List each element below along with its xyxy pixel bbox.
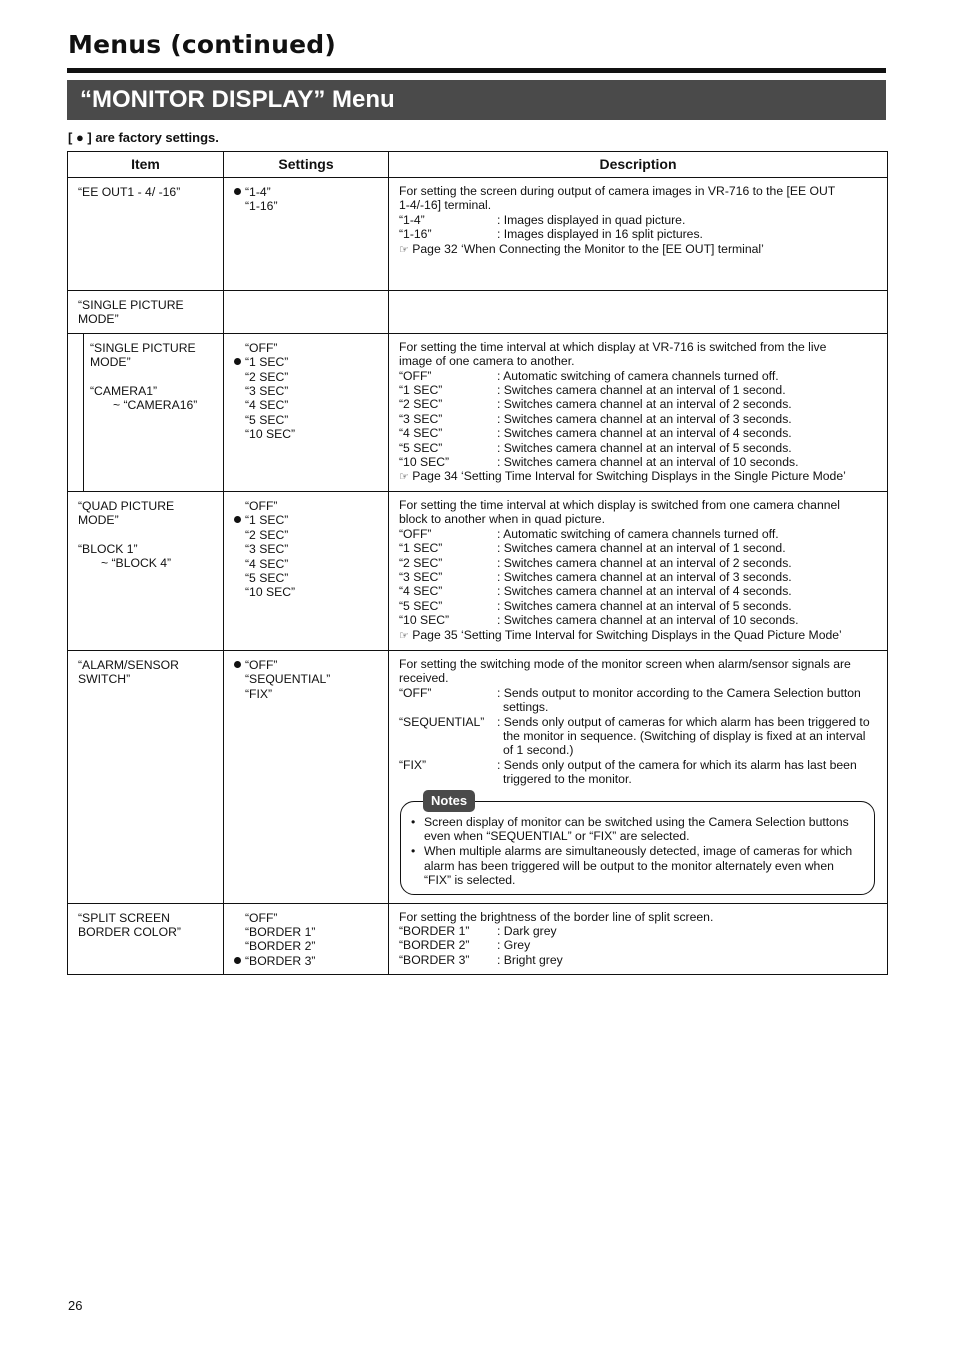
settings-cell <box>224 333 389 491</box>
item-label: ~ “BLOCK 4” <box>101 556 172 571</box>
option-key: “BORDER 1” <box>399 923 470 938</box>
setting-option <box>234 939 384 953</box>
option-key: “2 SEC” <box>399 555 443 570</box>
note-text: Screen display of monitor can be switched using the Camera Selection buttons even when “SEQUENTIAL” or “FIX” are selected. <box>424 814 849 843</box>
option-description <box>399 715 877 758</box>
settings-list <box>234 499 384 600</box>
settings-list <box>234 185 384 214</box>
option-key: “1 SEC” <box>399 383 443 398</box>
menu-table <box>67 151 888 975</box>
option-key: “OFF” <box>399 526 432 541</box>
option-description <box>399 227 877 241</box>
setting-option-label: “1 SEC” <box>245 355 289 370</box>
setting-option <box>234 341 384 355</box>
setting-option-label: “1-16” <box>245 199 278 214</box>
option-key: “1-16” <box>399 227 432 242</box>
item-label: MODE” <box>78 513 119 528</box>
table-row <box>68 650 888 903</box>
description-text <box>399 498 877 527</box>
description-text: For setting the brightness of the border line of split screen. <box>399 909 714 924</box>
note-item <box>411 815 862 844</box>
option-key: “3 SEC” <box>399 411 443 426</box>
settings-list <box>234 658 384 701</box>
option-key: “5 SEC” <box>399 440 443 455</box>
item-cell <box>68 903 224 975</box>
option-key: “10 SEC” <box>399 613 450 628</box>
notes-list <box>411 815 862 888</box>
item-label: “SINGLE PICTURE <box>78 298 184 312</box>
settings-list <box>234 341 384 442</box>
option-key: “3 SEC” <box>399 569 443 584</box>
description-text <box>399 184 877 213</box>
option-description <box>399 397 877 411</box>
header-rule <box>67 68 886 73</box>
setting-option-label: “2 SEC” <box>245 527 289 542</box>
item-label: “ALARM/SENSOR <box>78 657 179 672</box>
setting-option <box>234 355 384 369</box>
item-label: MODE” <box>90 355 131 370</box>
settings-cell <box>224 903 389 975</box>
setting-option-label: “BORDER 2” <box>245 939 316 954</box>
notes-label: Notes <box>423 790 475 812</box>
option-value: : Grey <box>497 938 531 953</box>
pointing-hand-icon: ☞ <box>399 628 409 642</box>
setting-option-label: “3 SEC” <box>245 542 289 557</box>
page-reference <box>399 469 877 484</box>
page-number: 26 <box>68 1298 83 1313</box>
page-reference-text: Page 34 ‘Setting Time Interval for Switching Displays in the Single Picture Mode’ <box>412 469 846 484</box>
description-pairs <box>399 686 877 787</box>
description-text <box>399 340 877 369</box>
setting-option-label: “OFF” <box>245 657 278 672</box>
item-label: ~ “CAMERA16” <box>113 398 198 413</box>
option-description <box>399 599 877 613</box>
settings-cell <box>224 491 389 650</box>
option-value: : Switches camera channel at an interval of 2 seconds. <box>497 397 792 412</box>
option-key: “SEQUENTIAL” <box>399 714 485 729</box>
setting-option-label: “5 SEC” <box>245 570 289 585</box>
option-key: “OFF” <box>399 368 432 383</box>
setting-option <box>234 672 384 686</box>
option-value: : Switches camera channel at an interval of 1 second. <box>497 383 786 398</box>
item-cell <box>68 491 224 650</box>
option-value: : Switches camera channel at an interval of 5 seconds. <box>497 440 792 455</box>
description-pairs <box>399 924 877 967</box>
option-key: “2 SEC” <box>399 397 443 412</box>
option-description <box>399 527 877 541</box>
setting-option-label: “OFF” <box>245 340 278 355</box>
setting-option-label: “1 SEC” <box>245 513 289 528</box>
setting-option <box>234 585 384 599</box>
setting-option <box>234 557 384 571</box>
option-description <box>399 686 877 715</box>
option-key: “BORDER 3” <box>399 952 470 967</box>
item-cell <box>68 178 224 291</box>
description-line: image of one camera to another. <box>399 354 575 369</box>
pointing-hand-icon: ☞ <box>399 242 409 256</box>
option-value: : Automatic switching of camera channels turned off. <box>497 368 779 383</box>
bullet-icon: • <box>411 844 416 859</box>
column-header-item: Item <box>68 152 224 178</box>
option-value: : Images displayed in quad picture. <box>497 212 686 227</box>
option-value: : Sends output to monitor according to the Camera Selection button settings. <box>497 685 861 715</box>
setting-option-label: “5 SEC” <box>245 412 289 427</box>
setting-option <box>234 911 384 925</box>
setting-option <box>234 185 384 199</box>
option-value: : Automatic switching of camera channels turned off. <box>497 526 779 541</box>
option-value: : Switches camera channel at an interval of 4 seconds. <box>497 426 792 441</box>
option-value: : Switches camera channel at an interval of 3 seconds. <box>497 569 792 584</box>
description-cell <box>389 291 888 334</box>
item-label: “SPLIT SCREEN <box>78 910 170 925</box>
description-pairs <box>399 213 877 242</box>
settings-cell <box>224 650 389 903</box>
option-key: “OFF” <box>399 685 432 700</box>
factory-settings-note: [ ● ] are factory settings. <box>68 130 219 145</box>
setting-option <box>234 658 384 672</box>
description-cell <box>389 491 888 650</box>
setting-option-label: “4 SEC” <box>245 398 289 413</box>
note-text: When multiple alarms are simultaneously detected, image of cameras for which alarm has been triggered will be output to the monitor alternately even when “FIX” is selected. <box>424 844 853 888</box>
setting-option-label: “BORDER 3” <box>245 953 316 968</box>
description-line: 1-4/-16] terminal. <box>399 198 492 213</box>
setting-option <box>234 687 384 701</box>
item-label: MODE” <box>78 312 119 327</box>
setting-option <box>234 370 384 384</box>
item-label: “EE OUT1 - 4/ -16” <box>78 185 181 199</box>
setting-option-label: “1-4” <box>245 185 271 199</box>
notes-box <box>400 792 875 895</box>
item-label: “CAMERA1” <box>90 383 158 398</box>
item-label: “QUAD PICTURE <box>78 498 175 513</box>
option-description <box>399 412 877 426</box>
table-row <box>68 903 888 975</box>
setting-option <box>234 571 384 585</box>
item-cell <box>68 291 224 334</box>
table-row <box>68 491 888 650</box>
item-cell <box>68 650 224 903</box>
option-key: “5 SEC” <box>399 598 443 613</box>
page-reference-text: Page 35 ‘Setting Time Interval for Switching Displays in the Quad Picture Mode’ <box>412 627 842 642</box>
setting-option-label: “OFF” <box>245 910 278 925</box>
item-cell <box>68 333 224 491</box>
item-label: SWITCH” <box>78 672 131 687</box>
item-label: “SINGLE PICTURE <box>90 340 196 355</box>
description-cell <box>389 178 888 291</box>
description-line: For setting the switching mode of the monitor screen when alarm/sensor signals are <box>399 656 851 671</box>
setting-option-label: “2 SEC” <box>245 369 289 384</box>
option-description <box>399 758 877 787</box>
option-description <box>399 441 877 455</box>
option-value: : Switches camera channel at an interval of 5 seconds. <box>497 598 792 613</box>
description-line: For setting the time interval at which display at VR-716 is switched from the live <box>399 339 827 354</box>
setting-option-label: “4 SEC” <box>245 556 289 571</box>
page-header: Menus (continued) <box>68 30 337 59</box>
description-line: For setting the screen during output of camera images in VR-716 to the [EE OUT <box>399 184 836 198</box>
item-label: BORDER COLOR” <box>78 924 181 939</box>
option-value: : Switches camera channel at an interval of 10 seconds. <box>497 613 799 628</box>
setting-option-label: “SEQUENTIAL” <box>245 672 331 687</box>
page-reference <box>399 242 877 257</box>
setting-option <box>234 427 384 441</box>
option-value: : Sends only output of the camera for which its alarm has last been triggered to the monitor. <box>497 757 857 787</box>
setting-option-label: “3 SEC” <box>245 384 289 399</box>
option-value: : Switches camera channel at an interval of 1 second. <box>497 541 786 556</box>
option-key: “4 SEC” <box>399 426 443 441</box>
setting-option <box>234 199 384 213</box>
setting-option <box>234 925 384 939</box>
description-cell <box>389 903 888 975</box>
setting-option <box>234 499 384 513</box>
option-description <box>399 924 877 938</box>
setting-option-label: “OFF” <box>245 498 278 513</box>
option-value: : Sends only output of cameras for which alarm has been triggered to the monitor in sequence. (Switching of display is fixed at an interval of 1 second.) <box>497 714 870 758</box>
page-reference <box>399 628 877 643</box>
option-description <box>399 213 877 227</box>
setting-option <box>234 513 384 527</box>
item-label: “BLOCK 1” <box>78 541 138 556</box>
table-row <box>68 333 888 491</box>
indent-line <box>83 334 84 491</box>
setting-option-label: “10 SEC” <box>245 585 296 600</box>
option-description <box>399 383 877 397</box>
factory-default-bullet-icon <box>234 661 241 668</box>
settings-cell <box>224 291 389 334</box>
option-description <box>399 570 877 584</box>
factory-default-bullet-icon <box>234 358 241 365</box>
option-value: : Switches camera channel at an interval of 2 seconds. <box>497 555 792 570</box>
setting-option-label: “BORDER 1” <box>245 924 316 939</box>
setting-option <box>234 542 384 556</box>
settings-cell <box>224 178 389 291</box>
description-line: received. <box>399 671 449 686</box>
factory-default-bullet-icon <box>234 957 241 964</box>
description-cell <box>389 333 888 491</box>
option-value: : Dark grey <box>497 923 557 938</box>
description-pairs <box>399 369 877 470</box>
option-key: “10 SEC” <box>399 455 450 470</box>
setting-option <box>234 398 384 412</box>
table-header-row <box>68 152 888 178</box>
factory-default-bullet-icon <box>234 188 241 195</box>
column-header-settings: Settings <box>224 152 389 178</box>
option-description <box>399 938 877 952</box>
option-description <box>399 953 877 967</box>
table-row <box>68 178 888 291</box>
option-value: : Switches camera channel at an interval of 3 seconds. <box>497 411 792 426</box>
option-description <box>399 556 877 570</box>
column-header-description: Description <box>389 152 888 178</box>
option-value: : Bright grey <box>497 952 563 967</box>
option-key: “1 SEC” <box>399 541 443 556</box>
settings-list <box>234 911 384 969</box>
description-pairs <box>399 527 877 628</box>
option-value: : Switches camera channel at an interval of 4 seconds. <box>497 584 792 599</box>
setting-option <box>234 413 384 427</box>
setting-option-label: “10 SEC” <box>245 427 296 442</box>
option-value: : Images displayed in 16 split pictures. <box>497 227 703 242</box>
option-description <box>399 426 877 440</box>
option-description <box>399 613 877 627</box>
note-item <box>411 844 862 887</box>
description-line: For setting the time interval at which display is switched from one camera channel <box>399 497 840 512</box>
option-description <box>399 541 877 555</box>
option-value: : Switches camera channel at an interval of 10 seconds. <box>497 455 799 470</box>
setting-option <box>234 954 384 968</box>
description-line: block to another when in quad picture. <box>399 512 605 527</box>
description-cell <box>389 650 888 903</box>
setting-option <box>234 384 384 398</box>
option-key: “4 SEC” <box>399 584 443 599</box>
table-row <box>68 291 888 334</box>
option-key: “BORDER 2” <box>399 938 470 953</box>
page-reference-text: Page 32 ‘When Connecting the Monitor to the [EE OUT] terminal’ <box>412 241 764 256</box>
factory-default-bullet-icon <box>234 516 241 523</box>
option-description <box>399 584 877 598</box>
setting-option <box>234 528 384 542</box>
section-title: “MONITOR DISPLAY” Menu <box>67 80 886 120</box>
bullet-icon: • <box>411 814 416 829</box>
setting-option-label: “FIX” <box>245 686 273 701</box>
option-key: “FIX” <box>399 757 427 772</box>
option-key: “1-4” <box>399 212 425 227</box>
description-text <box>399 657 877 686</box>
option-description <box>399 455 877 469</box>
option-description <box>399 369 877 383</box>
pointing-hand-icon: ☞ <box>399 470 409 484</box>
